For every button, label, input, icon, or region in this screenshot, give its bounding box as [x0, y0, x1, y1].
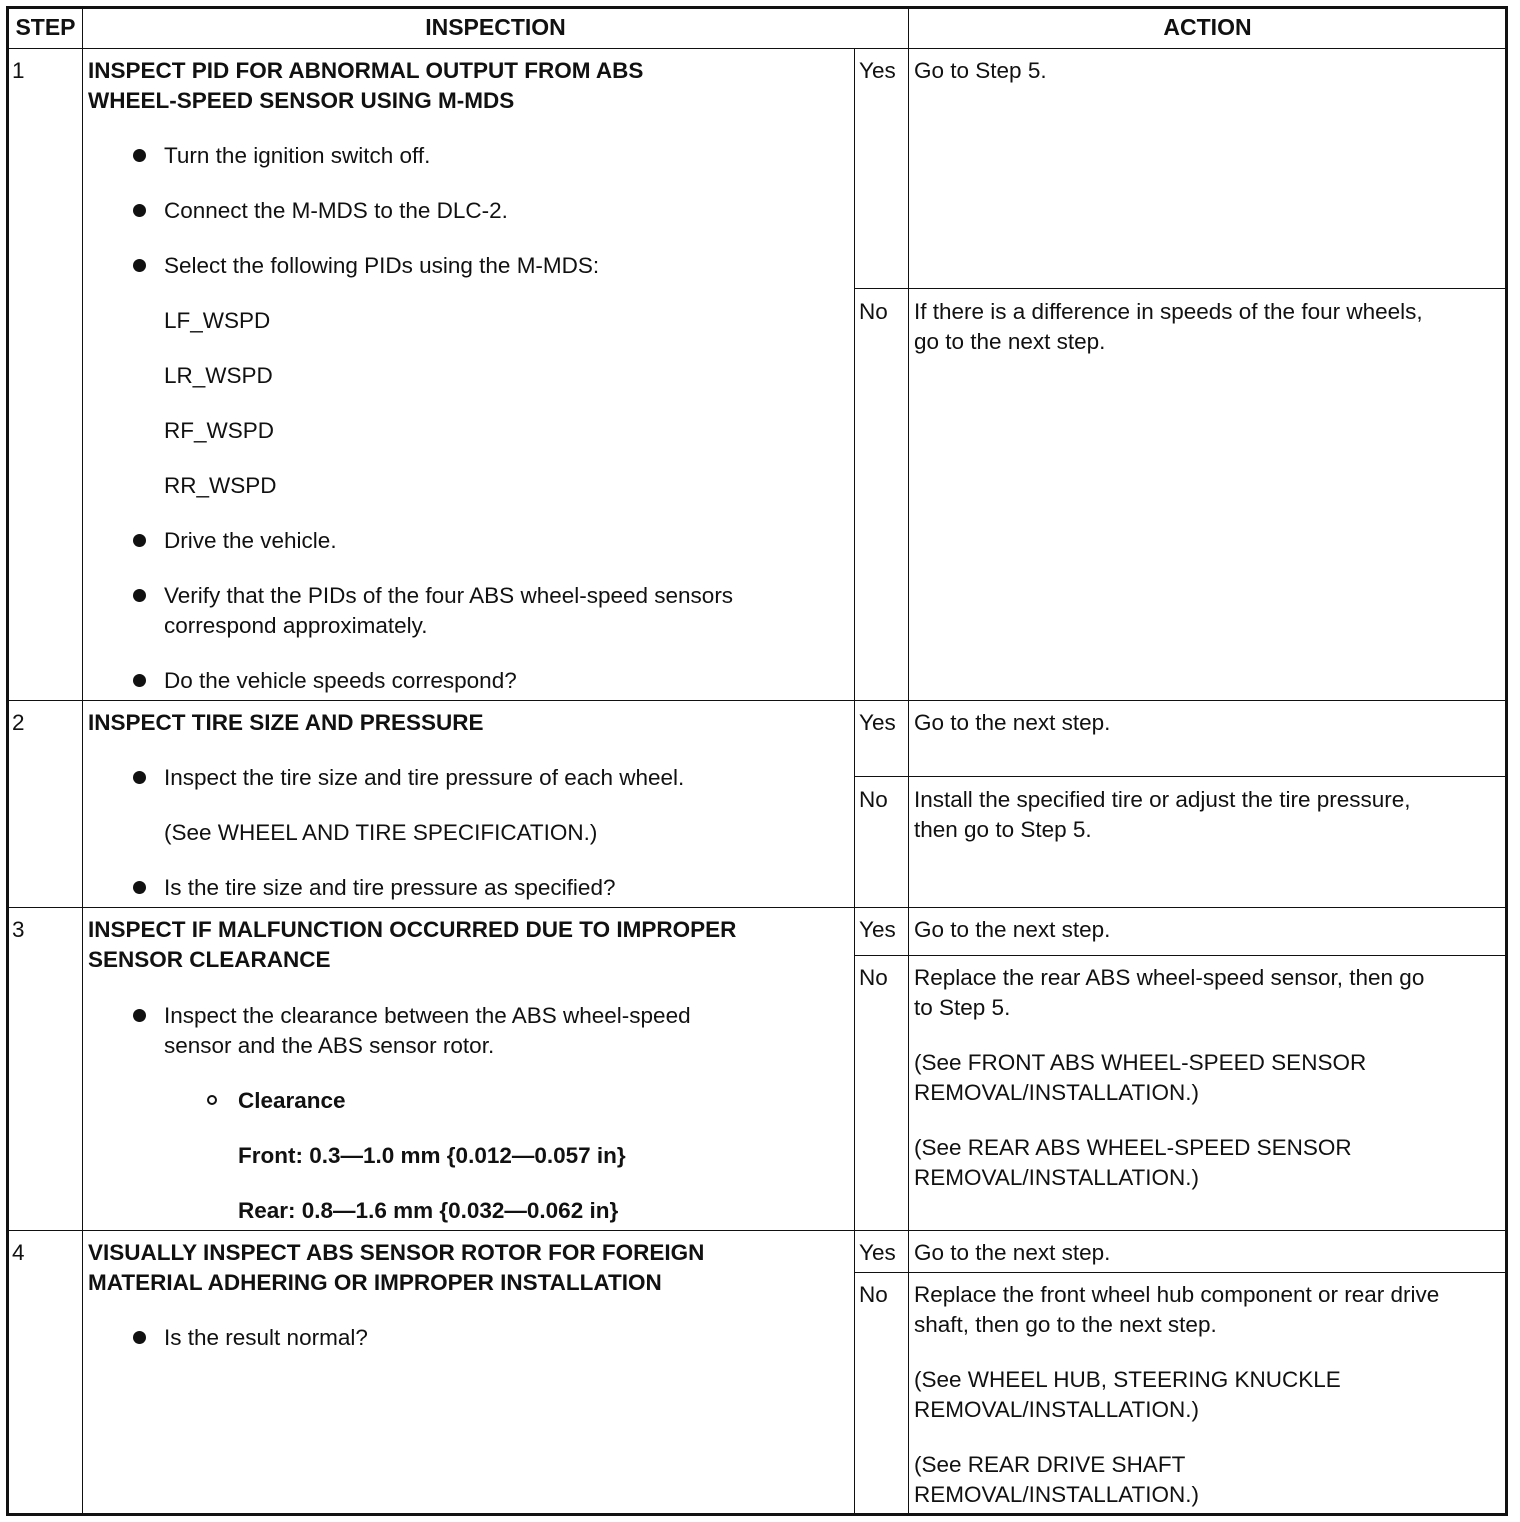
step-title: INSPECT TIRE SIZE AND PRESSURE	[88, 710, 484, 735]
yes-label: Yes	[859, 917, 896, 942]
yesno-divider-2	[854, 776, 1506, 777]
inspection-item: Connect the M-MDS to the DLC-2.	[164, 198, 508, 223]
row-divider-1	[8, 700, 1506, 701]
reference-link[interactable]: (See REAR ABS WHEEL-SPEED SENSOR	[914, 1135, 1352, 1160]
bullet-icon	[133, 771, 146, 784]
yes-action: Go to Step 5.	[914, 58, 1047, 83]
no-action: Replace the front wheel hub component or rear drive	[914, 1282, 1440, 1307]
step-title: WHEEL-SPEED SENSOR USING M-MDS	[88, 88, 515, 113]
inspection-item: correspond approximately.	[164, 613, 428, 638]
row-divider-2	[8, 907, 1506, 908]
column-divider-step	[82, 8, 83, 1514]
bullet-icon	[133, 674, 146, 687]
bullet-icon	[133, 259, 146, 272]
reference-link[interactable]: REMOVAL/INSTALLATION.)	[914, 1397, 1200, 1422]
step-number: 3	[12, 917, 25, 942]
bullet-icon	[133, 204, 146, 217]
yes-label: Yes	[859, 710, 896, 735]
bullet-icon	[133, 1009, 146, 1022]
bullet-icon	[133, 534, 146, 547]
no-action: go to the next step.	[914, 329, 1106, 354]
spec-value: Rear: 0.8—1.6 mm {0.032—0.062 in}	[238, 1198, 619, 1223]
no-label: No	[859, 787, 888, 812]
inspection-item: Is the tire size and tire pressure as specified?	[164, 875, 616, 900]
yesno-divider-3	[854, 955, 1506, 956]
no-action: If there is a difference in speeds of the four wheels,	[914, 299, 1423, 324]
spec-heading: Clearance	[238, 1088, 346, 1113]
header-divider	[8, 48, 1506, 49]
header-action: ACTION	[1163, 14, 1252, 40]
reference-link[interactable]: REMOVAL/INSTALLATION.)	[914, 1165, 1200, 1190]
bullet-icon	[133, 1331, 146, 1344]
pid-name: LF_WSPD	[164, 308, 271, 333]
yesno-divider-1	[854, 288, 1506, 289]
yes-label: Yes	[859, 1240, 896, 1265]
yesno-divider-4	[854, 1272, 1506, 1273]
yes-action: Go to the next step.	[914, 710, 1111, 735]
inspection-item: sensor and the ABS sensor rotor.	[164, 1033, 495, 1058]
reference-link[interactable]: (See WHEEL AND TIRE SPECIFICATION.)	[164, 820, 598, 845]
inspection-item: Inspect the clearance between the ABS wheel-speed	[164, 1003, 691, 1028]
step-title: SENSOR CLEARANCE	[88, 947, 331, 972]
no-label: No	[859, 965, 888, 990]
step-number: 1	[12, 58, 25, 83]
reference-link[interactable]: REMOVAL/INSTALLATION.)	[914, 1482, 1200, 1507]
step-title: INSPECT IF MALFUNCTION OCCURRED DUE TO IMPROPER	[88, 917, 737, 942]
header-inspection: INSPECTION	[425, 14, 566, 40]
inspection-item: Is the result normal?	[164, 1325, 368, 1350]
pid-name: RF_WSPD	[164, 418, 275, 443]
bullet-icon	[133, 881, 146, 894]
inspection-item: Verify that the PIDs of the four ABS wheel-speed sensors	[164, 583, 734, 608]
no-action: then go to Step 5.	[914, 817, 1092, 842]
no-action: Install the specified tire or adjust the tire pressure,	[914, 787, 1411, 812]
step-number: 4	[12, 1240, 25, 1265]
no-action: Replace the rear ABS wheel-speed sensor, then go	[914, 965, 1425, 990]
reference-link[interactable]: REMOVAL/INSTALLATION.)	[914, 1080, 1200, 1105]
column-divider-action	[908, 8, 909, 1514]
reference-link[interactable]: (See WHEEL HUB, STEERING KNUCKLE	[914, 1367, 1341, 1392]
spec-value: Front: 0.3—1.0 mm {0.012—0.057 in}	[238, 1143, 626, 1168]
inspection-item: Turn the ignition switch off.	[164, 143, 431, 168]
step-title: MATERIAL ADHERING OR IMPROPER INSTALLATION	[88, 1270, 662, 1295]
pid-name: RR_WSPD	[164, 473, 277, 498]
yes-action: Go to the next step.	[914, 917, 1111, 942]
inspection-item: Select the following PIDs using the M-MDS:	[164, 253, 600, 278]
inspection-item: Drive the vehicle.	[164, 528, 337, 553]
step-title: INSPECT PID FOR ABNORMAL OUTPUT FROM ABS	[88, 58, 644, 83]
pid-name: LR_WSPD	[164, 363, 273, 388]
inspection-item: Do the vehicle speeds correspond?	[164, 668, 517, 693]
no-action: to Step 5.	[914, 995, 1011, 1020]
no-label: No	[859, 299, 888, 324]
no-label: No	[859, 1282, 888, 1307]
step-number: 2	[12, 710, 25, 735]
inspection-item: Inspect the tire size and tire pressure of each wheel.	[164, 765, 685, 790]
no-action: shaft, then go to the next step.	[914, 1312, 1217, 1337]
column-divider-yesno	[854, 48, 855, 1514]
yes-label: Yes	[859, 58, 896, 83]
header-step: STEP	[15, 14, 76, 40]
step-title: VISUALLY INSPECT ABS SENSOR ROTOR FOR FOREIGN	[88, 1240, 705, 1265]
yes-action: Go to the next step.	[914, 1240, 1111, 1265]
row-divider-3	[8, 1230, 1506, 1231]
circle-bullet-icon	[207, 1095, 217, 1105]
bullet-icon	[133, 589, 146, 602]
reference-link[interactable]: (See REAR DRIVE SHAFT	[914, 1452, 1186, 1477]
bullet-icon	[133, 149, 146, 162]
reference-link[interactable]: (See FRONT ABS WHEEL-SPEED SENSOR	[914, 1050, 1367, 1075]
